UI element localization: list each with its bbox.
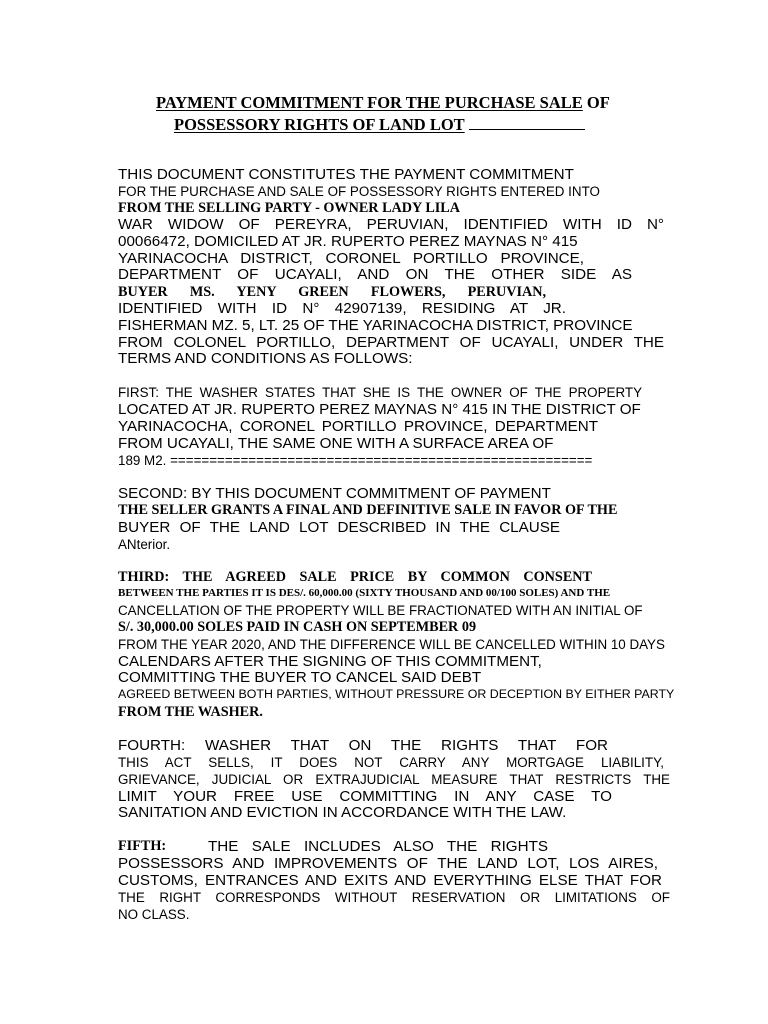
clause-third-line-bold: S/. 30,000.00 SOLES PAID IN CASH ON SEPTEMBER 09 [118,619,477,635]
clause-fifth-line: NO CLASS. [118,907,190,922]
document-title-line-1 [156,94,610,112]
intro-line-buyer: BUYER MS. YENY GREEN FLOWERS, PERUVIAN, [118,284,546,300]
intro-line: DEPARTMENT OF UCAYALI, AND ON THE OTHER SIDE AS [118,266,632,283]
clause-fourth-line: THIS ACT SELLS, IT DOES NOT CARRY ANY MORTGAGE LIABILITY, [118,755,664,770]
clause-third-line: CANCELLATION OF THE PROPERTY WILL BE FRACTIONATED WITH AN INITIAL OF [118,603,643,618]
intro-line: THIS DOCUMENT CONSTITUTES THE PAYMENT COMMITMENT [118,166,574,183]
clause-first-line: FIRST: THE WASHER STATES THAT SHE IS THE OWNER OF THE PROPERTY [118,385,642,400]
clause-second-line: ANterior. [118,537,171,552]
clause-first-line: 189 M2. ====================================================== [118,453,593,468]
intro-line: IDENTIFIED WITH ID N° 42907139, RESIDING AT JR. [118,300,566,317]
intro-line: TERMS AND CONDITIONS AS FOLLOWS: [118,350,413,367]
clause-fifth-line: POSSESSORS AND IMPROVEMENTS OF THE LAND LOT, LOS AIRES, [118,855,658,872]
clause-fifth-line: CUSTOMS, ENTRANCES AND EXITS AND EVERYTHING ELSE THAT FOR [118,872,662,889]
title-tail-text: OF [582,93,610,112]
clause-fourth-line: GRIEVANCE, JUDICIAL OR EXTRAJUDICIAL MEASURE THAT RESTRICTS THE [118,772,670,787]
title-line-2-text: POSSESSORY RIGHTS OF LAND LOT [174,115,465,134]
clause-fourth-line: FOURTH: WASHER THAT ON THE RIGHTS THAT FOR [118,737,608,754]
clause-third-heading: THIRD: THE AGREED SALE PRICE BY COMMON CONSENT [118,569,592,585]
clause-first-line: YARINACOCHA, CORONEL PORTILLO PROVINCE, DEPARTMENT [118,418,598,435]
clause-fifth-label: FIFTH: [118,838,167,854]
title-blank-underline [469,115,585,130]
clause-second-line-bold: THE SELLER GRANTS A FINAL AND DEFINITIVE SALE IN FAVOR OF THE [118,502,618,518]
clause-first-line: FROM UCAYALI, THE SAME ONE WITH A SURFACE AREA OF [118,435,554,452]
document-title-line-2 [174,115,585,134]
intro-line: 00066472, DOMICILED AT JR. RUPERTO PEREZ MAYNAS N° 415 [118,233,578,250]
clause-third-line: FROM THE YEAR 2020, AND THE DIFFERENCE WILL BE CANCELLED WITHIN 10 DAYS [118,637,665,652]
clause-second-line: SECOND: BY THIS DOCUMENT COMMITMENT OF PAYMENT [118,485,551,502]
intro-line: YARINACOCHA DISTRICT, CORONEL PORTILLO PROVINCE, [118,250,584,267]
title-underlined-text: PAYMENT COMMITMENT FOR THE PURCHASE SALE [156,93,583,112]
intro-line-seller: FROM THE SELLING PARTY - OWNER LADY LILA [118,200,461,216]
clause-third-line-bold: BETWEEN THE PARTIES IT IS DES/. 60,000.00 (SIXTY THOUSAND AND 00/100 SOLES) AND THE [118,587,611,599]
clause-fifth-line: THE SALE INCLUDES ALSO THE RIGHTS [208,838,548,855]
clause-third-line: CALENDARS AFTER THE SIGNING OF THIS COMMITMENT, [118,653,542,670]
intro-line: FROM COLONEL PORTILLO, DEPARTMENT OF UCAYALI, UNDER THE [118,334,664,351]
clause-fourth-line: SANITATION AND EVICTION IN ACCORDANCE WITH THE LAW. [118,804,567,821]
clause-fifth-line: THE RIGHT CORRESPONDS WITHOUT RESERVATION OR LIMITATIONS OF [118,890,670,905]
intro-line: WAR WIDOW OF PEREYRA, PERUVIAN, IDENTIFIED WITH ID N° [118,216,664,233]
clause-first-line: LOCATED AT JR. RUPERTO PEREZ MAYNAS N° 415 IN THE DISTRICT OF [118,401,641,418]
clause-third-line: AGREED BETWEEN BOTH PARTIES, WITHOUT PRESSURE OR DECEPTION BY EITHER PARTY [118,687,675,701]
intro-line: FOR THE PURCHASE AND SALE OF POSSESSORY RIGHTS ENTERED INTO [118,184,600,199]
clause-third-line-bold: FROM THE WASHER. [118,704,263,720]
intro-line: FISHERMAN MZ. 5, LT. 25 OF THE YARINACOCHA DISTRICT, PROVINCE [118,317,633,334]
clause-third-line: COMMITTING THE BUYER TO CANCEL SAID DEBT [118,669,482,686]
clause-second-line: BUYER OF THE LAND LOT DESCRIBED IN THE CLAUSE [118,519,560,536]
clause-fourth-line: LIMIT YOUR FREE USE COMMITTING IN ANY CASE TO [118,788,612,805]
